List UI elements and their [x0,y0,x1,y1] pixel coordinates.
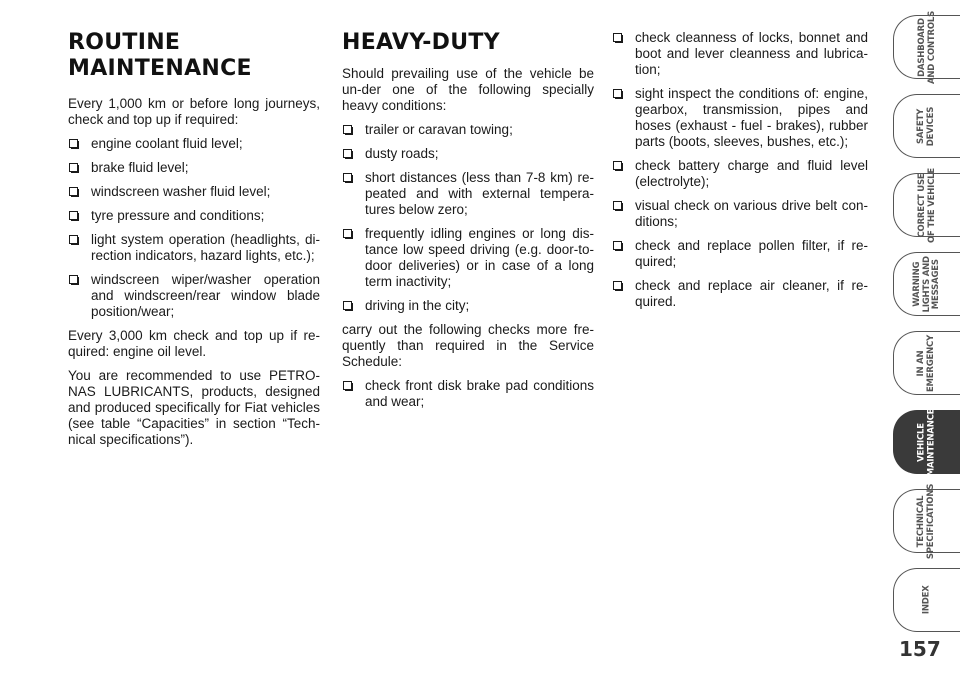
list-item: brake fluid level; [68,160,320,176]
tab-label: TECHNICAL SPECIFICATIONS [916,483,936,559]
checks-list-continued [612,30,868,310]
conditions-list [342,122,594,314]
tab-correct-use[interactable] [893,167,960,243]
column-checks-continued [612,30,868,318]
tab-safety-devices[interactable] [893,94,960,158]
tab-label: DASHBOARD AND CONTROLS [916,10,936,84]
tab-label: SAFETY DEVICES [916,106,936,146]
list-item: dusty roads; [342,146,594,162]
checkbox-bullet-icon [69,211,78,220]
intro-paragraph: Every 1,000 km or before long journeys, check and top up if required: [68,96,320,127]
column-heavy-duty [342,30,594,418]
lubricants-paragraph: You are recommended to use PETRO-NAS LUBRICANTS, products, designed and produced specifically for Fiat vehicles (see table “Capacities” in section “Tech-nical specifications”). [68,368,320,447]
checks-intro-paragraph: carry out the following checks more fre-quently than required in the Service Schedule: [342,322,594,369]
list-item: engine coolant fluid level; [68,136,320,152]
list-item: check and replace air cleaner, if re-quired. [612,278,868,310]
tab-vehicle-maintenance[interactable] [893,410,960,474]
page-number: 157 [899,637,941,661]
list-item: windscreen wiper/washer operation and windscreen/rear window blade position/wear; [68,272,320,320]
list-item: sight inspect the conditions of: engine, gearbox, transmission, pipes and hoses (exhaust - fuel - brakes), rubber parts (boots, sleeves, bushes, etc.); [612,86,868,150]
section-heading-heavy-duty: HEAVY-DUTY [342,30,500,55]
tab-index[interactable] [893,568,960,632]
checkbox-bullet-icon [613,281,622,290]
list-item: driving in the city; [342,298,594,314]
checkbox-bullet-icon [343,229,352,238]
section-heading-routine-maintenance [68,30,320,82]
tab-label: CORRECT USE OF THE VEHICLE [916,167,936,243]
list-item: check battery charge and fluid level (electrolyte); [612,158,868,190]
heading-line-2: MAINTENANCE [68,56,252,81]
checkbox-bullet-icon [613,33,622,42]
tab-label: IN AN EMERGENCY [916,334,936,392]
list-item: check and replace pollen filter, if re-quired; [612,238,868,270]
list-item: short distances (less than 7-8 km) re-peated and with external tempera-tures below zero; [342,170,594,218]
checkbox-bullet-icon [69,187,78,196]
checkbox-bullet-icon [69,163,78,172]
intro-paragraph: Should prevailing use of the vehicle be un-der one of the following specially heavy conditions: [342,66,594,113]
checkbox-bullet-icon [613,89,622,98]
checkbox-bullet-icon [69,139,78,148]
heading-line-1: ROUTINE [68,30,181,55]
checkbox-bullet-icon [613,201,622,210]
list-item: visual check on various drive belt con-ditions; [612,198,868,230]
checkbox-bullet-icon [343,149,352,158]
tab-label: WARNING LIGHTS AND MESSAGES [911,255,941,313]
checkbox-bullet-icon [343,173,352,182]
checkbox-bullet-icon [343,381,352,390]
list-item: check front disk brake pad conditions and wear; [342,378,594,410]
tab-warning-lights[interactable] [893,252,960,316]
tab-label: VEHICLE MAINTENANCE [916,408,937,476]
tab-dashboard-and-controls[interactable] [893,10,960,84]
list-item: check cleanness of locks, bonnet and boot and lever cleanness and lubrica-tion; [612,30,868,78]
column-routine-maintenance [68,30,320,456]
list-item: tyre pressure and conditions; [68,208,320,224]
checkbox-bullet-icon [69,275,78,284]
checkbox-bullet-icon [343,125,352,134]
checkbox-bullet-icon [343,301,352,310]
list-item: light system operation (headlights, di-rection indicators, hazard lights, etc.); [68,232,320,264]
list-item: trailer or caravan towing; [342,122,594,138]
oil-check-paragraph: Every 3,000 km check and top up if re-quired: engine oil level. [68,328,320,359]
checklist [68,136,320,320]
tab-label: INDEX [921,585,932,615]
checks-list [342,378,594,410]
list-item: windscreen washer fluid level; [68,184,320,200]
tab-in-an-emergency[interactable] [893,331,960,395]
list-item: frequently idling engines or long dis-tance low speed driving (e.g. door-to-door deliveries) or in case of a long term inactivity; [342,226,594,290]
tab-technical-specifications[interactable] [893,483,960,559]
checkbox-bullet-icon [613,241,622,250]
checkbox-bullet-icon [613,161,622,170]
checkbox-bullet-icon [69,235,78,244]
